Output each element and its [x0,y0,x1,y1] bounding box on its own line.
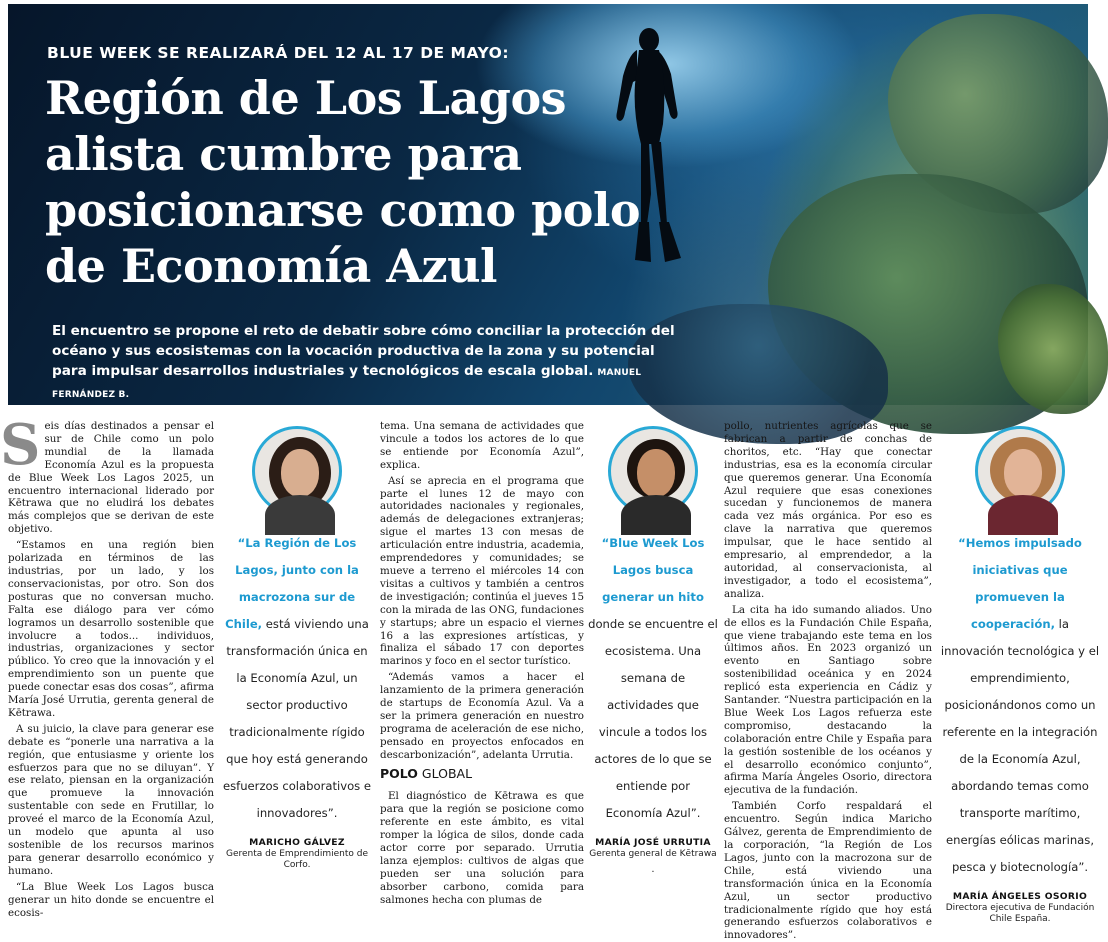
face-shape [637,449,675,497]
lead-paragraph [52,321,692,405]
paragraph: “La Blue Week Los Lagos busca generar un hito donde se encuentre el ecosis- [8,880,214,919]
quote-author: MARÍA JOSÉ URRUTIA [595,837,711,848]
hero-image [8,4,1088,405]
face-shape [281,449,319,497]
quote-text [222,530,372,827]
headline-line: de Economía Azul [45,239,498,293]
lead-text: El encuentro se propone el reto de debatir sobre cómo conciliar la protección del océano y sus ecosistemas con la vocación productiva de la zona y su potencial para impulsar desarrollos industriales y tecnológicos de escala global. [52,323,675,379]
subhead-light: GLOBAL [421,765,473,781]
headline [45,70,665,294]
shoulders-shape [265,495,335,535]
article-column-2 [380,420,584,906]
quote-text [588,530,718,827]
quote-rest: está viviendo una transformación única en la Economía Azul, un sector productivo tradicionalmente rígido que hoy está generando esfuerzos colaborativos e innovadores”. [222,617,372,820]
quote-highlight: “Hemos impulsado iniciativas que promueven la cooperación, [958,536,1082,631]
shoulders-shape [621,495,691,535]
paragraph: tema. Una semana de actividades que vincule a todos los actores de lo que se entiende por Economía Azul”, explica. [380,420,584,471]
pull-quote-urrutia [588,420,718,875]
quote-author-role: Gerenta de Emprendimiento de Corfo. [225,849,369,870]
portrait-icon [252,426,342,516]
paragraph: La cita ha ido sumando aliados. Uno de ellos es la Fundación Chile España, que viene trabajando este tema en los últimos años. En 2023 organizó un evento en Santiago sobre sostenibilidad oceánica y en 2024 replicó esta experiencia en Cádiz y Santander. “Nuestra participación en la Blue Week Los Lagos refuerza este compromiso, destacando la colaboración entre Chile y España para la gestión sostenible de los océanos y el desarrollo económico conjunto”, afirma María Ángeles Osorio, directora ejecutiva de la fundación. [724,603,932,797]
article-column-3 [724,420,932,942]
pull-quote-gálvez [222,420,372,871]
quote-author: MARÍA ÁNGELES OSORIO [952,891,1088,902]
quote-author-role: Directora ejecutiva de Fundación Chile España. [945,903,1095,924]
shoulders-shape [988,495,1058,535]
quote-rest: donde se encuentre el ecosistema. Una semana de actividades que vincule a todos los actores de lo que se entiende por Economía Azul”. [588,617,718,820]
kicker: BLUE WEEK SE REALIZARÁ DEL 12 AL 17 DE MAYO: [47,44,510,62]
quote-highlight: “La Región de Los Lagos, junto con la macrozona sur de Chile, [225,536,359,631]
headline-line: posicionarse como polo [45,183,641,237]
section-subhead [380,765,584,781]
paragraph: “Estamos en una región bien polarizada en términos de las industrias, por un lado, y los conservacionistas, por otro. Son dos posturas que no conversan mucho. Falta ese diálogo para ver cómo logramos un desarrollo sostenible que involucre a todos... individuos, industrias, organizaciones y sector público. Yo creo que la innovación y el emprendimiento son un puente que puede conectar esas dos cosas”, afirma María José Urrutia, gerenta general de Kētrawa. [8,539,214,719]
byline: MANUEL FERNÁNDEZ B. [52,368,642,400]
portrait-icon [608,426,698,516]
paragraph: pollo, nutrientes agrícolas que se fabrican a partir de conchas de choritos, etc. “Hay que conectar industrias, esa es la economía circular que queremos generar. Una Economía Azul requiere que esas conexiones sucedan y funcionemos de manera cada vez más orgánica. Por eso es clave la narrativa que queremos impulsar, que le hace sentido al empresario, al emprendedor, a la autoridad, al conservacionista, al investigador, a todo el ecosistema”, analiza. [724,420,932,600]
paragraph: A su juicio, la clave para generar ese debate es “ponerle una narrativa a la región, que entusiasme y oriente los esfuerzos para que no se diluyan”. Y ese relato, piensan en la organización que promueve la innovación sustentable con sede en Frutillar, lo proveé el marco de la Economía Azul, un modelo que apunta al uso sostenible de los recursos marinos para generar desarrollo económico y humano. [8,722,214,877]
portrait-icon [975,426,1065,516]
paragraph: También Corfo respaldará el encuentro. Según indica Maricho Gálvez, gerenta de Emprendimiento de la corporación, “la Región de Los Lagos, junto con la macrozona sur de Chile, está viviendo una transformación única en la Economía Azul, un sector productivo tradicionalmente rígido que hoy está generando esfuerzos colaborativos e innovadores”. [724,800,932,942]
quote-author-role: Gerenta general de Kētrawa [589,849,717,859]
quote-text [940,530,1100,881]
quote-author: MARICHO GÁLVEZ [249,837,345,848]
headline-line: alista cumbre para [45,127,522,181]
paragraph-text: eis días destinados a pensar el sur de Chile como un polo mundial de la llamada Economía Azul es la propuesta de Blue Week Los Lagos 2025, un encuentro internacional liderado por Kētrawa que no eludirá los debates más complejos que se derivan de este objetivo. [8,420,214,536]
article-column-1 [0,412,214,919]
headline-line: Región de Los Lagos [45,71,567,125]
paragraph: El diagnóstico de Kētrawa es que para que la región se posicione como referente en este ámbito, es vital romper la lógica de silos, donde cada actor corre por separado. Urrutia lanza ejemplos: cultivos de algas que pueden ser una solución para absorber carbono, comida para salmones hecha con plumas de [380,790,584,906]
drop-cap: S [0,412,41,478]
quote-highlight: “Blue Week Los Lagos busca generar un hito [601,536,705,604]
paragraph [0,412,214,536]
subhead-bold: POLO [380,765,418,781]
quote-rest: la innovación tecnológica y el emprendimiento, posicionándonos como un referente en la integración de la Economía Azul, abordando temas como transporte marítimo, energías eólicas marinas, pesca y biotecnología”. [940,617,1100,874]
face-shape [1004,449,1042,497]
pull-quote-osorio [940,420,1100,925]
trailing-dot: . [651,864,655,875]
paragraph: “Además vamos a hacer el lanzamiento de la primera generación de startups de Economía Azul. Va a ser la primera generación en nuestro programa de aceleración de ese nicho, pensado en proyectos enfocados en descarbonización”, adelanta Urrutia. [380,671,584,761]
paragraph: Así se aprecia en el programa que parte el lunes 12 de mayo con autoridades nacionales y regionales, además de delegaciones extranjeras; sigue el martes 13 con mesas de articulación entre industria, academia, emprendedores y comunidades; se mueve a terreno el miércoles 14 con visitas a cultivos y también a centros de investigación; continúa el jueves 15 con la mirada de las ONG, fundaciones y startups; abre un espacio el viernes 16 a las expresiones artísticas, y finaliza el sábado 17 con deportes marinos y foco en el sector turístico. [380,474,584,668]
